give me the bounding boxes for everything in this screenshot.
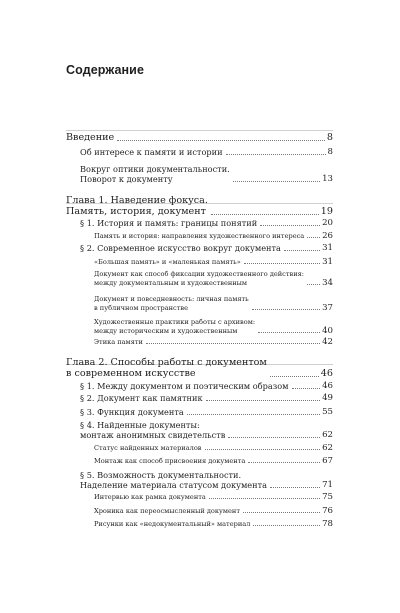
toc-entry-title [80, 393, 203, 403]
dot-leader [270, 486, 320, 488]
dot-leader [307, 236, 320, 238]
toc-entry-title-line: Память, история, документ [66, 206, 206, 217]
dot-leader [146, 342, 320, 344]
toc-entry-title [66, 132, 114, 143]
toc-entry-title-line: Интервью как рамка документа [94, 492, 206, 501]
toc-entry[interactable] [94, 270, 333, 287]
toc-entry-title-line: § 3. Функция документа [80, 407, 184, 417]
toc-page-number: 62 [322, 442, 333, 453]
toc-entry[interactable] [80, 420, 333, 440]
toc-page-number: 67 [322, 455, 333, 466]
toc-page-number: 71 [322, 480, 333, 490]
toc-entry[interactable] [80, 393, 333, 403]
toc-entry[interactable] [94, 520, 333, 528]
dot-leader [252, 308, 320, 310]
toc-entry-title-line: Хроника как переосмысленный документ [94, 506, 240, 515]
toc-entry-title-line: § 1. История и память: границы понятий [80, 218, 258, 228]
toc-entry-title [80, 420, 225, 440]
toc-entry-title [80, 381, 289, 391]
toc-entry-title-line: Введение [66, 132, 115, 143]
toc-entry-title [80, 243, 281, 253]
toc-entry[interactable] [80, 470, 333, 490]
toc-entry[interactable] [80, 218, 333, 228]
toc-entry-title-line: Документ как способ фиксации художественного действия: [94, 270, 304, 279]
toc-entry-title [94, 338, 143, 346]
toc-page-number: 78 [322, 518, 333, 529]
toc-page-number: 46 [320, 368, 333, 379]
dot-leader [228, 436, 320, 438]
toc-entry-title [94, 318, 255, 335]
toc-entry-title [80, 470, 267, 490]
toc-entry[interactable] [94, 444, 333, 452]
toc-entry-title-line: § 5. Возможность документальности. [80, 470, 242, 480]
toc-entry-title-line: Наделение материала статусом документа [80, 480, 268, 490]
toc-entry-title-line: Глава 1. Наведение фокуса. [66, 195, 208, 206]
toc-entry-title-line: § 1. Между документом и поэтическим образом [80, 381, 289, 391]
toc-entry-title-line: в публичном пространстве [94, 303, 189, 312]
toc-entry-title [94, 295, 249, 312]
section-divider [66, 130, 333, 131]
toc-entry[interactable] [94, 318, 333, 335]
toc-entry[interactable] [80, 147, 333, 157]
toc-entry[interactable] [66, 132, 333, 143]
toc-page-number: 42 [322, 336, 333, 347]
toc-entry-title-line: «Большая память» и «маленькая память» [94, 257, 241, 266]
dot-leader [253, 524, 320, 526]
toc-entry[interactable] [80, 407, 333, 417]
dot-leader [211, 213, 319, 215]
toc-page-number: 40 [322, 325, 333, 336]
toc-entry-title [94, 520, 250, 528]
toc-page-number: 76 [322, 505, 333, 516]
toc-entry-title-line: Глава 2. Способы работы с документом [66, 357, 267, 368]
dot-leader [248, 461, 320, 463]
toc-entry-title [94, 507, 240, 515]
toc-entry[interactable] [94, 493, 333, 501]
toc-entry-title [94, 444, 202, 452]
toc-entry-title [80, 164, 230, 184]
toc-page-number: 19 [320, 206, 333, 217]
toc-entry-title-line: Художественные практики работы с архивом: [94, 318, 256, 327]
dot-leader [284, 249, 320, 251]
toc-entry-title-line: Поворот к документу [80, 174, 173, 184]
toc-entry-title [80, 407, 184, 417]
toc-entry-title-line: Вокруг оптики документальности. [80, 164, 230, 174]
dot-leader [270, 375, 319, 377]
toc-entry-title-line: монтаж анонимных свидетельств [80, 430, 226, 440]
toc-page-number: 31 [322, 243, 333, 253]
toc-entry-title [94, 232, 304, 240]
toc-page-number: 34 [322, 277, 333, 288]
dot-leader [243, 511, 320, 513]
toc-page-number: 31 [322, 256, 333, 267]
toc-page-number: 8 [326, 132, 333, 143]
dot-leader [292, 387, 321, 389]
toc-entry[interactable] [80, 164, 333, 184]
dot-leader [258, 331, 320, 333]
toc-entry-title-line: Об интересе к памяти и истории [80, 147, 223, 157]
toc-entry-title-line: § 4. Найденные документы: [80, 420, 200, 430]
dot-leader [226, 153, 326, 155]
toc-entry-title-line: Монтаж как способ присвоения документа [94, 456, 246, 465]
toc-entry[interactable] [80, 381, 333, 391]
toc-page-number: 20 [322, 218, 333, 228]
dot-leader [260, 224, 320, 226]
toc-page-number: 13 [322, 174, 333, 184]
toc-entry[interactable] [94, 295, 333, 312]
toc-entry-title-line: § 2. Современное искусство вокруг документа [80, 243, 281, 253]
dot-leader [233, 180, 320, 182]
toc-entry-title-line: между историческим и художественным [94, 326, 238, 335]
toc-entry-title [80, 218, 257, 228]
toc-entry-title-line: между документальным и художественным [94, 278, 248, 287]
dot-leader [206, 399, 320, 401]
toc-entry-title-line: § 2. Документ как памятник [80, 393, 203, 403]
dot-leader [244, 262, 320, 264]
toc-entry[interactable] [80, 243, 333, 253]
toc-entry[interactable] [66, 357, 333, 379]
toc-entry-title [94, 457, 245, 465]
dot-leader [209, 497, 320, 499]
toc-entry[interactable] [66, 195, 333, 217]
toc-entry-title-line: Рисунки как «недокументальный» материал [94, 519, 251, 528]
toc-entry[interactable] [94, 232, 333, 240]
dot-leader [307, 283, 320, 285]
toc-entry-title-line: в современном искусстве [66, 368, 196, 379]
toc-page-number: 8 [327, 147, 333, 157]
dot-leader [205, 448, 321, 450]
toc-page-number: 26 [322, 230, 333, 241]
toc-entry-title-line: Этика памяти [94, 337, 143, 346]
toc-entry[interactable] [94, 338, 333, 346]
toc-page-number: 46 [322, 381, 333, 391]
page-title: Содержание [66, 63, 145, 77]
toc-entry[interactable] [94, 258, 333, 266]
toc-entry-title [80, 147, 223, 157]
toc-entry-title [94, 270, 304, 287]
toc-entry-title [66, 357, 267, 379]
dot-leader [117, 139, 325, 141]
toc-entry-title [94, 493, 206, 501]
toc-entry[interactable] [94, 457, 333, 465]
toc-entry-title-line: Память и история: направления художественного интереса [94, 231, 305, 240]
toc-entry[interactable] [94, 507, 333, 515]
toc-page-number: 55 [322, 407, 333, 417]
toc-entry-title-line: Статус найденных материалов [94, 443, 202, 452]
dot-leader [187, 413, 320, 415]
toc-page-number: 49 [322, 393, 333, 403]
toc-entry-title [66, 195, 208, 217]
toc-page-number: 62 [322, 430, 333, 440]
toc-page-number: 37 [322, 302, 333, 313]
toc-entry-title [94, 258, 241, 266]
toc-page-number: 75 [322, 491, 333, 502]
toc-entry-title-line: Документ и повседневность: личная память [94, 295, 249, 304]
